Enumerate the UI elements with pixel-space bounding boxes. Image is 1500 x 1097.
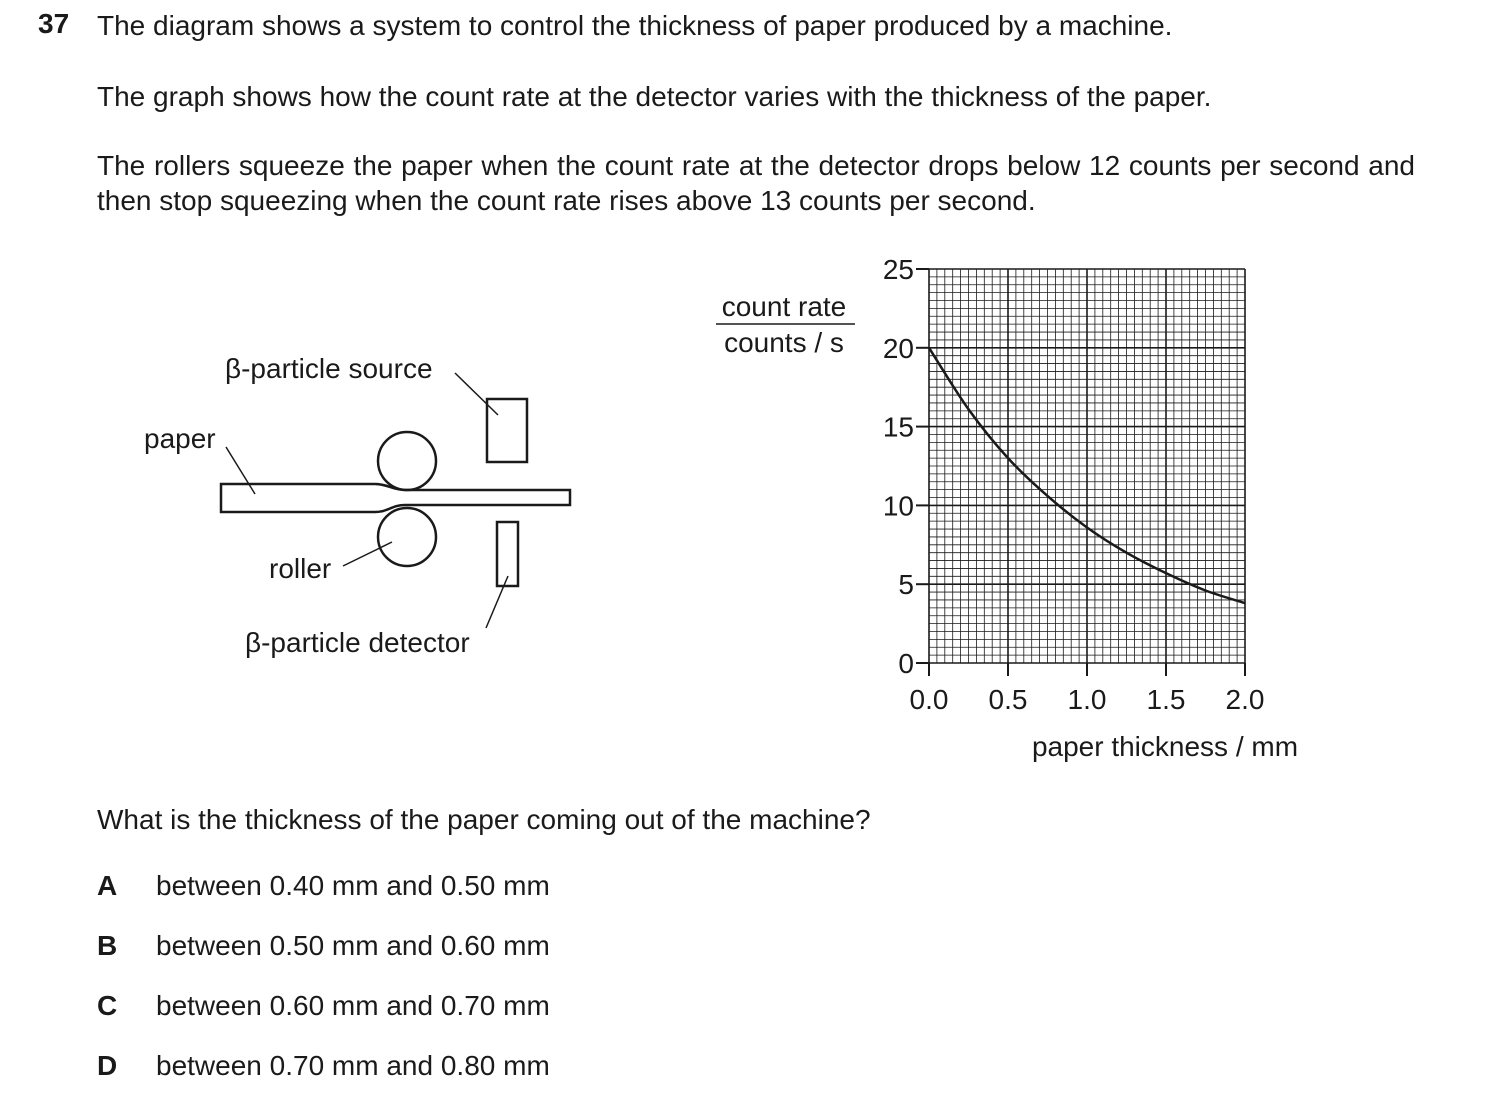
paper-label: paper <box>144 423 216 454</box>
y-axis-label-top: count rate <box>721 291 847 322</box>
y-tick-label-15: 15 <box>882 411 914 443</box>
x-tick-label-2.0: 2.0 <box>1225 684 1265 715</box>
source-label: β-particle source <box>225 353 433 384</box>
y-tick-label-10: 10 <box>882 490 914 522</box>
detector-label: β-particle detector <box>245 627 470 658</box>
roller-label: roller <box>269 553 332 584</box>
option-d-text[interactable]: between 0.70 mm and 0.80 mm <box>156 1050 550 1081</box>
graph-description: The graph shows how the count rate at the detector varies with the thickness of the paper. <box>97 81 1212 112</box>
option-c-text[interactable]: between 0.60 mm and 0.70 mm <box>156 990 550 1021</box>
tick-labels <box>883 254 1265 715</box>
question-number: 37 <box>38 8 70 39</box>
x-tick-label-1.0: 1.0 <box>1067 684 1107 715</box>
x-axis-label: paper thickness / mm <box>1031 731 1299 762</box>
y-tick-label-5: 5 <box>898 569 914 601</box>
option-b-text[interactable]: between 0.50 mm and 0.60 mm <box>156 930 550 961</box>
y-tick-label-20: 20 <box>882 332 914 364</box>
option-d-letter[interactable]: D <box>97 1050 118 1081</box>
x-tick-label-0.0: 0.0 <box>909 684 949 715</box>
condition-text: The rollers squeeze the paper when the count rate at the detector drops below 12 counts per second and then stop squeezing when the count rate rises above 13 counts per second. <box>97 150 1415 216</box>
y-axis-label-bottom: counts / s <box>724 327 844 358</box>
option-c-letter[interactable]: C <box>97 990 118 1021</box>
x-tick-label-0.5: 0.5 <box>988 684 1028 715</box>
question-prompt: What is the thickness of the paper coming out of the machine? <box>97 804 871 835</box>
option-a-letter[interactable]: A <box>97 870 118 901</box>
axis-ticks <box>916 269 1245 676</box>
x-tick-label-1.5: 1.5 <box>1146 684 1186 715</box>
option-a-text[interactable]: between 0.40 mm and 0.50 mm <box>156 870 550 901</box>
y-tick-label-25: 25 <box>882 254 914 285</box>
question-intro: The diagram shows a system to control the thickness of paper produced by a machine. <box>97 10 1173 41</box>
option-b-letter[interactable]: B <box>97 930 118 961</box>
y-tick-label-0: 0 <box>898 648 914 679</box>
